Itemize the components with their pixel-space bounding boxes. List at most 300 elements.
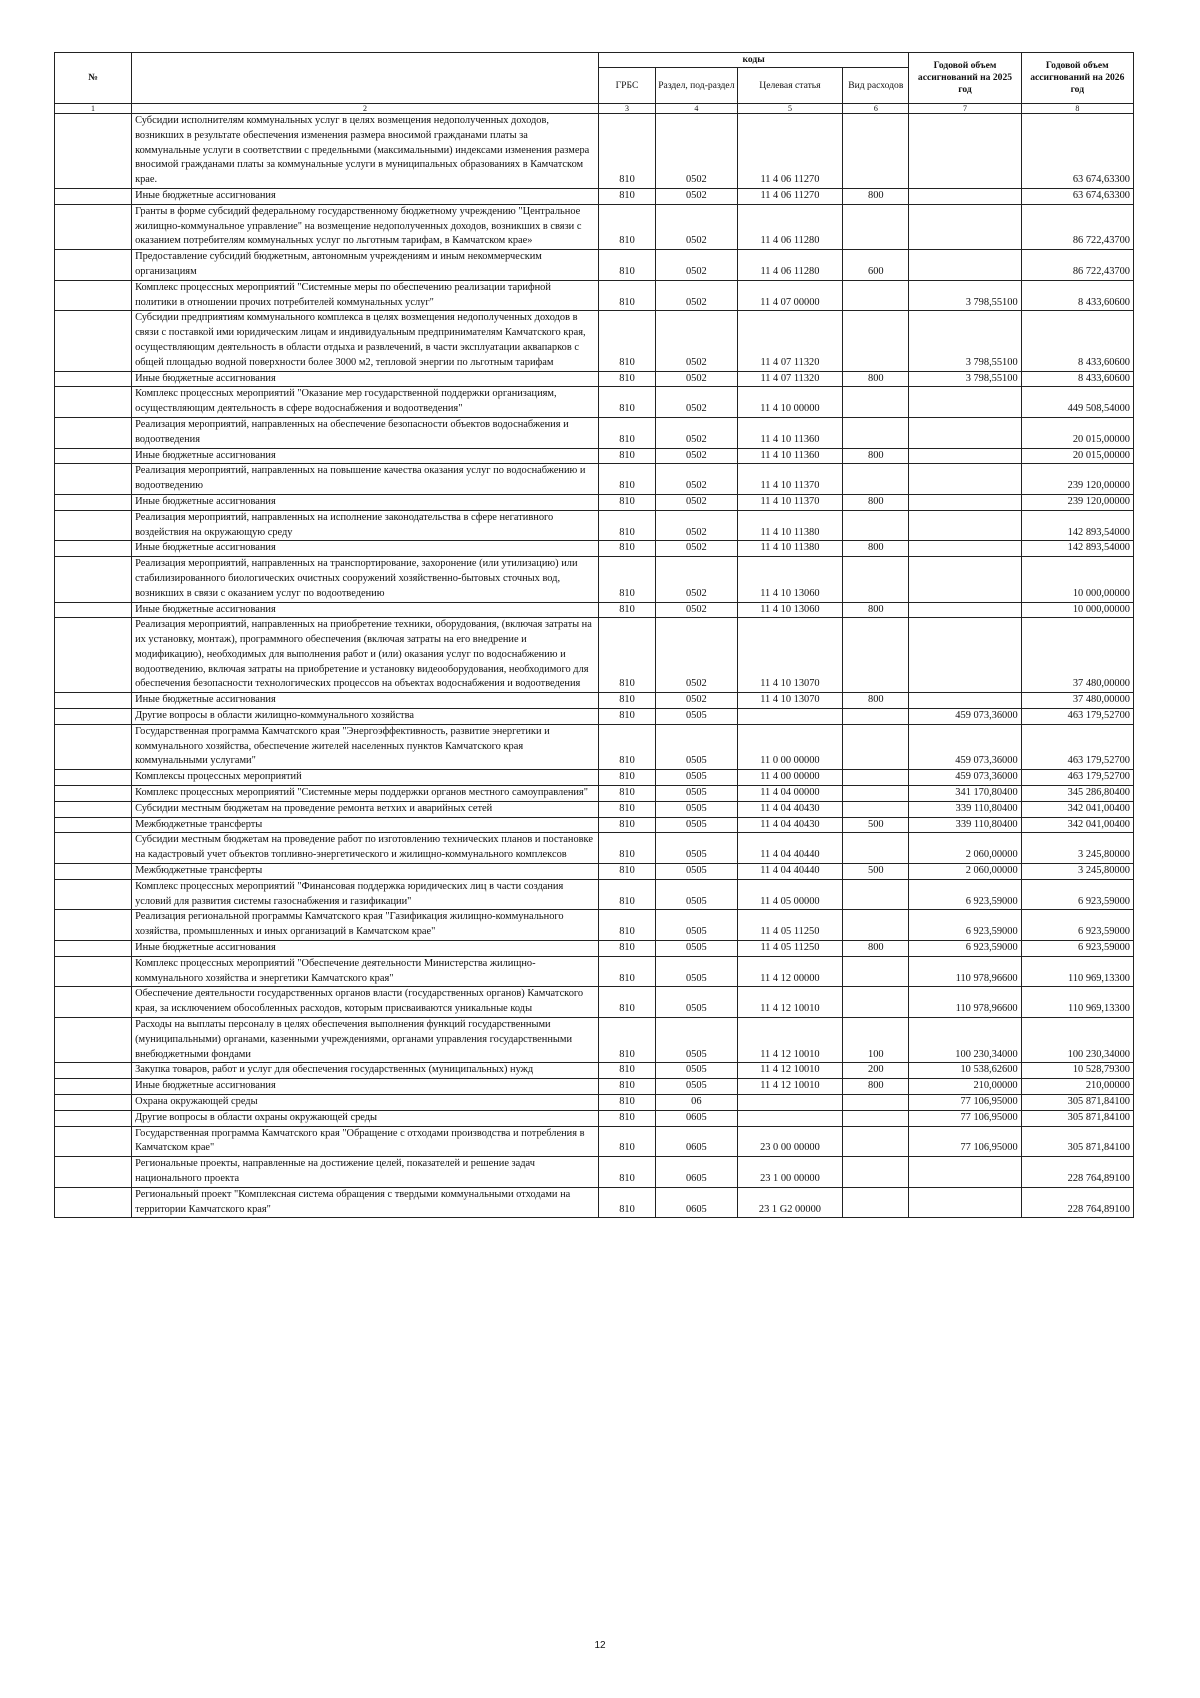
header-num: №	[55, 53, 132, 104]
cell-section: 0502	[656, 311, 737, 371]
cell-name: Иные бюджетные ассигнования	[132, 541, 599, 557]
cell-expense	[843, 510, 909, 541]
colnum-4: 4	[656, 104, 737, 114]
cell-target: 11 4 06 11270	[737, 188, 843, 204]
cell-num	[55, 371, 132, 387]
cell-grbs: 810	[598, 1063, 655, 1079]
cell-name: Иные бюджетные ассигнования	[132, 448, 599, 464]
cell-y2025: 210,00000	[909, 1079, 1021, 1095]
cell-section: 0502	[656, 541, 737, 557]
cell-y2026: 3 245,80000	[1021, 864, 1133, 880]
cell-grbs: 810	[598, 417, 655, 448]
cell-num	[55, 494, 132, 510]
cell-y2025: 77 106,95000	[909, 1110, 1021, 1126]
table-row	[55, 1187, 1134, 1218]
cell-y2026: 37 480,00000	[1021, 693, 1133, 709]
table-row	[55, 387, 1134, 418]
cell-grbs: 810	[598, 987, 655, 1018]
cell-name: Субсидии предприятиям коммунального комплекса в целях возмещения недополученных доходов в связи с поставкой ими юридическим лицам и индивидуальным предпринимателям Камчатского края, осуществляющим деятельность в области отдыха и развлечений, в части эксплуатации аквапарков с общей площадью водной поверхности более 3000 м2, тепловой энергии по льготным тарифам	[132, 311, 599, 371]
cell-name: Комплекс процессных мероприятий "Системные меры поддержки органов местного самоуправления"	[132, 786, 599, 802]
cell-target: 11 4 06 11280	[737, 250, 843, 281]
cell-target: 11 4 05 00000	[737, 879, 843, 910]
colnum-6: 6	[843, 104, 909, 114]
table-body	[55, 114, 1134, 1218]
cell-y2025: 110 978,96600	[909, 987, 1021, 1018]
cell-section: 0505	[656, 1018, 737, 1063]
cell-y2025: 2 060,00000	[909, 864, 1021, 880]
cell-y2025: 339 110,80400	[909, 817, 1021, 833]
cell-num	[55, 910, 132, 941]
cell-section: 0605	[656, 1126, 737, 1157]
cell-y2026: 463 179,52700	[1021, 724, 1133, 769]
cell-y2025	[909, 557, 1021, 602]
colnum-2: 2	[132, 104, 599, 114]
cell-grbs: 810	[598, 1157, 655, 1188]
cell-section: 0502	[656, 204, 737, 249]
cell-target: 11 4 10 13070	[737, 618, 843, 693]
cell-target: 11 4 10 11360	[737, 417, 843, 448]
cell-name: Реализация мероприятий, направленных на транспортирование, захоронение (или утилизацию) или стабилизированного биологических очистных сооружений хозяйственно-бытовых сточных вод, возникших в связи с оказанием услуг по водоотведению	[132, 557, 599, 602]
cell-target: 11 4 12 10010	[737, 1018, 843, 1063]
cell-section: 0502	[656, 557, 737, 602]
cell-target: 11 4 10 11370	[737, 464, 843, 495]
cell-y2025	[909, 494, 1021, 510]
cell-section: 0502	[656, 618, 737, 693]
cell-expense	[843, 833, 909, 864]
cell-expense: 800	[843, 941, 909, 957]
table-row	[55, 1018, 1134, 1063]
cell-y2025	[909, 188, 1021, 204]
cell-target: 11 4 00 00000	[737, 770, 843, 786]
table-row	[55, 618, 1134, 693]
cell-grbs: 810	[598, 387, 655, 418]
cell-grbs: 810	[598, 602, 655, 618]
cell-y2025: 2 060,00000	[909, 833, 1021, 864]
cell-expense: 800	[843, 371, 909, 387]
table-row	[55, 1126, 1134, 1157]
cell-y2026: 8 433,60600	[1021, 371, 1133, 387]
cell-target: 11 4 04 40430	[737, 817, 843, 833]
cell-name: Региональные проекты, направленные на достижение целей, показателей и решение задач национального проекта	[132, 1157, 599, 1188]
header-codes: коды	[598, 53, 908, 68]
cell-section: 0505	[656, 941, 737, 957]
cell-section: 0505	[656, 1079, 737, 1095]
cell-y2026: 449 508,54000	[1021, 387, 1133, 418]
cell-target: 11 4 10 13060	[737, 602, 843, 618]
cell-y2025: 459 073,36000	[909, 709, 1021, 725]
cell-grbs: 810	[598, 956, 655, 987]
cell-num	[55, 801, 132, 817]
cell-expense	[843, 709, 909, 725]
cell-section: 0505	[656, 770, 737, 786]
table-row	[55, 602, 1134, 618]
cell-target: 11 4 04 40440	[737, 864, 843, 880]
cell-num	[55, 1110, 132, 1126]
cell-y2026: 63 674,63300	[1021, 188, 1133, 204]
cell-section: 0502	[656, 387, 737, 418]
cell-name: Комплекс процессных мероприятий "Обеспечение деятельности Министерства жилищно-коммунального хозяйства и энергетики Камчатского края"	[132, 956, 599, 987]
cell-num	[55, 1126, 132, 1157]
cell-num	[55, 987, 132, 1018]
cell-expense	[843, 1110, 909, 1126]
cell-y2025: 339 110,80400	[909, 801, 1021, 817]
cell-name: Государственная программа Камчатского края "Энергоэффективность, развитие энергетики и коммунального хозяйства, обеспечение жителей населенных пунктов Камчатского края коммунальными услугами"	[132, 724, 599, 769]
cell-y2025	[909, 602, 1021, 618]
cell-expense	[843, 770, 909, 786]
cell-target: 11 4 10 00000	[737, 387, 843, 418]
cell-section: 0502	[656, 417, 737, 448]
cell-target: 11 4 07 11320	[737, 371, 843, 387]
cell-y2026: 345 286,80400	[1021, 786, 1133, 802]
cell-expense	[843, 387, 909, 418]
cell-expense	[843, 801, 909, 817]
cell-expense: 100	[843, 1018, 909, 1063]
cell-name: Охрана окружающей среды	[132, 1095, 599, 1111]
cell-expense: 600	[843, 250, 909, 281]
colnum-7: 7	[909, 104, 1021, 114]
cell-y2025: 341 170,80400	[909, 786, 1021, 802]
cell-section: 0502	[656, 371, 737, 387]
cell-target: 11 4 12 10010	[737, 987, 843, 1018]
cell-y2026: 20 015,00000	[1021, 417, 1133, 448]
cell-target: 11 4 12 00000	[737, 956, 843, 987]
colnum-3: 3	[598, 104, 655, 114]
cell-expense	[843, 910, 909, 941]
cell-expense: 800	[843, 448, 909, 464]
cell-section: 0605	[656, 1110, 737, 1126]
cell-name: Расходы на выплаты персоналу в целях обеспечения выполнения функций государственными (муниципальными) органами, казенными учреждениями, органами управления государственными внебюджетными фондами	[132, 1018, 599, 1063]
cell-name: Иные бюджетные ассигнования	[132, 371, 599, 387]
cell-y2026: 3 245,80000	[1021, 833, 1133, 864]
header-name	[132, 53, 599, 104]
cell-name: Другие вопросы в области охраны окружающей среды	[132, 1110, 599, 1126]
cell-y2025	[909, 541, 1021, 557]
cell-grbs: 810	[598, 510, 655, 541]
cell-y2025	[909, 114, 1021, 189]
cell-target: 11 4 12 10010	[737, 1079, 843, 1095]
cell-name: Иные бюджетные ассигнования	[132, 188, 599, 204]
cell-num	[55, 833, 132, 864]
header-expense: Вид расходов	[843, 68, 909, 104]
cell-name: Межбюджетные трансферты	[132, 817, 599, 833]
header-y2025: Годовой объем ассигнований на 2025 год	[909, 53, 1021, 104]
cell-expense	[843, 956, 909, 987]
cell-name: Иные бюджетные ассигнования	[132, 1079, 599, 1095]
table-row	[55, 1095, 1134, 1111]
table-row	[55, 280, 1134, 311]
cell-section: 0505	[656, 956, 737, 987]
cell-num	[55, 448, 132, 464]
table-row	[55, 1157, 1134, 1188]
cell-y2025: 10 538,62600	[909, 1063, 1021, 1079]
cell-name: Региональный проект "Комплексная система обращения с твердыми коммунальными отходами на территории Камчатского края"	[132, 1187, 599, 1218]
table-row	[55, 817, 1134, 833]
cell-y2026: 239 120,00000	[1021, 494, 1133, 510]
cell-y2026: 8 433,60600	[1021, 280, 1133, 311]
cell-section: 0502	[656, 188, 737, 204]
cell-grbs: 810	[598, 910, 655, 941]
cell-expense: 800	[843, 188, 909, 204]
cell-y2026: 110 969,13300	[1021, 987, 1133, 1018]
table-row	[55, 1079, 1134, 1095]
table-row	[55, 709, 1134, 725]
cell-y2026: 210,00000	[1021, 1079, 1133, 1095]
cell-target: 23 1 G2 00000	[737, 1187, 843, 1218]
cell-y2025: 3 798,55100	[909, 311, 1021, 371]
cell-grbs: 810	[598, 448, 655, 464]
cell-name: Иные бюджетные ассигнования	[132, 494, 599, 510]
cell-grbs: 810	[598, 801, 655, 817]
cell-grbs: 810	[598, 879, 655, 910]
cell-y2026: 86 722,43700	[1021, 204, 1133, 249]
table-row	[55, 879, 1134, 910]
cell-y2026: 239 120,00000	[1021, 464, 1133, 495]
cell-num	[55, 941, 132, 957]
cell-grbs: 810	[598, 817, 655, 833]
cell-name: Обеспечение деятельности государственных органов власти (государственных органов) Камчатского края, за исключением обособленных расходов, которым присваиваются уникальные коды	[132, 987, 599, 1018]
cell-target: 11 4 04 00000	[737, 786, 843, 802]
table-row	[55, 801, 1134, 817]
cell-num	[55, 709, 132, 725]
table-row	[55, 510, 1134, 541]
table-row	[55, 114, 1134, 189]
cell-num	[55, 693, 132, 709]
cell-grbs: 810	[598, 311, 655, 371]
cell-y2025	[909, 250, 1021, 281]
cell-name: Реализация мероприятий, направленных на обеспечение безопасности объектов водоснабжения и водоотведения	[132, 417, 599, 448]
cell-expense	[843, 618, 909, 693]
cell-expense	[843, 204, 909, 249]
table-row	[55, 448, 1134, 464]
cell-y2025: 459 073,36000	[909, 724, 1021, 769]
cell-y2025: 459 073,36000	[909, 770, 1021, 786]
table-row	[55, 557, 1134, 602]
cell-expense	[843, 1095, 909, 1111]
cell-target: 11 4 07 00000	[737, 280, 843, 311]
cell-num	[55, 250, 132, 281]
cell-target: 11 4 10 11380	[737, 541, 843, 557]
cell-name: Государственная программа Камчатского края "Обращение с отходами производства и потребления в Камчатском крае"	[132, 1126, 599, 1157]
table-row	[55, 1110, 1134, 1126]
cell-num	[55, 1063, 132, 1079]
cell-grbs: 810	[598, 204, 655, 249]
cell-expense	[843, 724, 909, 769]
cell-y2026: 342 041,00400	[1021, 817, 1133, 833]
cell-expense	[843, 879, 909, 910]
table-row	[55, 1063, 1134, 1079]
header-target: Целевая статья	[737, 68, 843, 104]
cell-name: Комплексы процессных мероприятий	[132, 770, 599, 786]
cell-y2025	[909, 448, 1021, 464]
cell-grbs: 810	[598, 1018, 655, 1063]
cell-y2025	[909, 1157, 1021, 1188]
table-row	[55, 311, 1134, 371]
cell-y2025: 3 798,55100	[909, 371, 1021, 387]
cell-y2025	[909, 618, 1021, 693]
cell-target	[737, 709, 843, 725]
cell-section: 0605	[656, 1187, 737, 1218]
cell-expense	[843, 280, 909, 311]
cell-num	[55, 956, 132, 987]
cell-num	[55, 204, 132, 249]
cell-num	[55, 786, 132, 802]
cell-grbs: 810	[598, 770, 655, 786]
cell-grbs: 810	[598, 280, 655, 311]
cell-target: 11 4 05 11250	[737, 941, 843, 957]
cell-y2026: 6 923,59000	[1021, 910, 1133, 941]
cell-y2026: 228 764,89100	[1021, 1157, 1133, 1188]
cell-target: 11 4 10 13070	[737, 693, 843, 709]
cell-target: 11 4 10 11380	[737, 510, 843, 541]
cell-grbs: 810	[598, 693, 655, 709]
cell-expense: 800	[843, 541, 909, 557]
cell-target: 11 0 00 00000	[737, 724, 843, 769]
cell-y2025: 110 978,96600	[909, 956, 1021, 987]
cell-target: 11 4 05 11250	[737, 910, 843, 941]
cell-y2026: 8 433,60600	[1021, 311, 1133, 371]
cell-section: 0505	[656, 786, 737, 802]
cell-target	[737, 1110, 843, 1126]
table-row	[55, 494, 1134, 510]
cell-y2025	[909, 693, 1021, 709]
cell-grbs: 810	[598, 709, 655, 725]
cell-num	[55, 541, 132, 557]
table-row	[55, 786, 1134, 802]
cell-grbs: 810	[598, 541, 655, 557]
cell-expense: 800	[843, 1079, 909, 1095]
cell-name: Иные бюджетные ассигнования	[132, 602, 599, 618]
cell-grbs: 810	[598, 618, 655, 693]
cell-expense: 800	[843, 494, 909, 510]
cell-y2026: 305 871,84100	[1021, 1095, 1133, 1111]
cell-grbs: 810	[598, 724, 655, 769]
table-header	[55, 53, 1134, 114]
cell-y2026: 463 179,52700	[1021, 770, 1133, 786]
cell-num	[55, 864, 132, 880]
cell-y2025	[909, 387, 1021, 418]
cell-expense: 800	[843, 602, 909, 618]
cell-y2026: 10 000,00000	[1021, 602, 1133, 618]
cell-grbs: 810	[598, 1126, 655, 1157]
cell-y2025: 100 230,34000	[909, 1018, 1021, 1063]
cell-name: Другие вопросы в области жилищно-коммунального хозяйства	[132, 709, 599, 725]
table-row	[55, 371, 1134, 387]
table-row	[55, 987, 1134, 1018]
cell-grbs: 810	[598, 1095, 655, 1111]
cell-name: Гранты в форме субсидий федеральному государственному бюджетному учреждению "Центральное жилищно-коммунальное управление" на возмещение недополученных доходов, возникших в связи с оказанием потребителям коммунальных услуг по льготным тарифам, в Камчатском крае»	[132, 204, 599, 249]
table-row	[55, 250, 1134, 281]
cell-y2025: 3 798,55100	[909, 280, 1021, 311]
cell-target	[737, 1095, 843, 1111]
cell-y2025	[909, 464, 1021, 495]
cell-name: Реализация региональной программы Камчатского края "Газификация жилищно-коммунального хозяйства, промышленных и иных организаций в Камчатском крае"	[132, 910, 599, 941]
cell-expense	[843, 786, 909, 802]
cell-num	[55, 879, 132, 910]
cell-target: 11 4 06 11270	[737, 114, 843, 189]
table-row	[55, 188, 1134, 204]
cell-grbs: 810	[598, 188, 655, 204]
cell-num	[55, 1079, 132, 1095]
cell-num	[55, 280, 132, 311]
table-row	[55, 956, 1134, 987]
cell-num	[55, 510, 132, 541]
cell-grbs: 810	[598, 1079, 655, 1095]
cell-section: 0502	[656, 510, 737, 541]
cell-name: Комплекс процессных мероприятий "Оказание мер государственной поддержки организациям, осуществляющим деятельность в сфере водоснабжения и водоотведения"	[132, 387, 599, 418]
cell-section: 0505	[656, 864, 737, 880]
table-row	[55, 770, 1134, 786]
cell-target: 11 4 10 11370	[737, 494, 843, 510]
cell-grbs: 810	[598, 1110, 655, 1126]
table-row	[55, 941, 1134, 957]
header-grbs: ГРБС	[598, 68, 655, 104]
cell-grbs: 810	[598, 1187, 655, 1218]
cell-section: 0502	[656, 448, 737, 464]
cell-section: 0505	[656, 724, 737, 769]
cell-target: 23 1 00 00000	[737, 1157, 843, 1188]
cell-grbs: 810	[598, 864, 655, 880]
cell-target: 11 4 12 10010	[737, 1063, 843, 1079]
cell-grbs: 810	[598, 557, 655, 602]
cell-target: 11 4 10 13060	[737, 557, 843, 602]
cell-expense	[843, 1187, 909, 1218]
cell-expense	[843, 417, 909, 448]
cell-y2026: 10 000,00000	[1021, 557, 1133, 602]
cell-name: Комплекс процессных мероприятий "Финансовая поддержка юридических лиц в части создания условий для развития системы газоснабжения и газификации"	[132, 879, 599, 910]
cell-name: Комплекс процессных мероприятий "Системные меры по обеспечению реализации тарифной политики в отношении прочих потребителей коммунальных услуг"	[132, 280, 599, 311]
cell-y2026: 305 871,84100	[1021, 1110, 1133, 1126]
cell-y2025	[909, 417, 1021, 448]
cell-y2025: 6 923,59000	[909, 910, 1021, 941]
cell-num	[55, 817, 132, 833]
cell-y2026: 37 480,00000	[1021, 618, 1133, 693]
cell-target: 11 4 04 40440	[737, 833, 843, 864]
cell-expense	[843, 1126, 909, 1157]
cell-section: 0605	[656, 1157, 737, 1188]
cell-grbs: 810	[598, 371, 655, 387]
cell-section: 0502	[656, 250, 737, 281]
cell-target: 11 4 06 11280	[737, 204, 843, 249]
cell-section: 0505	[656, 833, 737, 864]
cell-y2026: 110 969,13300	[1021, 956, 1133, 987]
cell-y2025	[909, 510, 1021, 541]
cell-y2025: 6 923,59000	[909, 879, 1021, 910]
cell-y2026: 342 041,00400	[1021, 801, 1133, 817]
cell-grbs: 810	[598, 833, 655, 864]
table-row	[55, 864, 1134, 880]
cell-expense: 800	[843, 693, 909, 709]
cell-y2026: 6 923,59000	[1021, 941, 1133, 957]
table-row	[55, 204, 1134, 249]
cell-y2025	[909, 204, 1021, 249]
cell-num	[55, 724, 132, 769]
cell-section: 0502	[656, 494, 737, 510]
cell-expense	[843, 464, 909, 495]
cell-y2026: 100 230,34000	[1021, 1018, 1133, 1063]
cell-y2026: 6 923,59000	[1021, 879, 1133, 910]
table-row	[55, 417, 1134, 448]
cell-name: Субсидии исполнителям коммунальных услуг в целях возмещения недополученных доходов, возникших в результате обеспечения изменения размера вносимой гражданами платы за коммунальные услуги в соответствии с предельными (максимальными) индексами изменения размера вносимой гражданами платы за коммунальные услуги в муниципальных образованиях в Камчатском крае.	[132, 114, 599, 189]
cell-section: 0505	[656, 801, 737, 817]
cell-num	[55, 188, 132, 204]
cell-y2025	[909, 1187, 1021, 1218]
cell-num	[55, 557, 132, 602]
cell-expense	[843, 557, 909, 602]
cell-num	[55, 770, 132, 786]
cell-grbs: 810	[598, 494, 655, 510]
cell-y2026: 86 722,43700	[1021, 250, 1133, 281]
cell-expense	[843, 987, 909, 1018]
